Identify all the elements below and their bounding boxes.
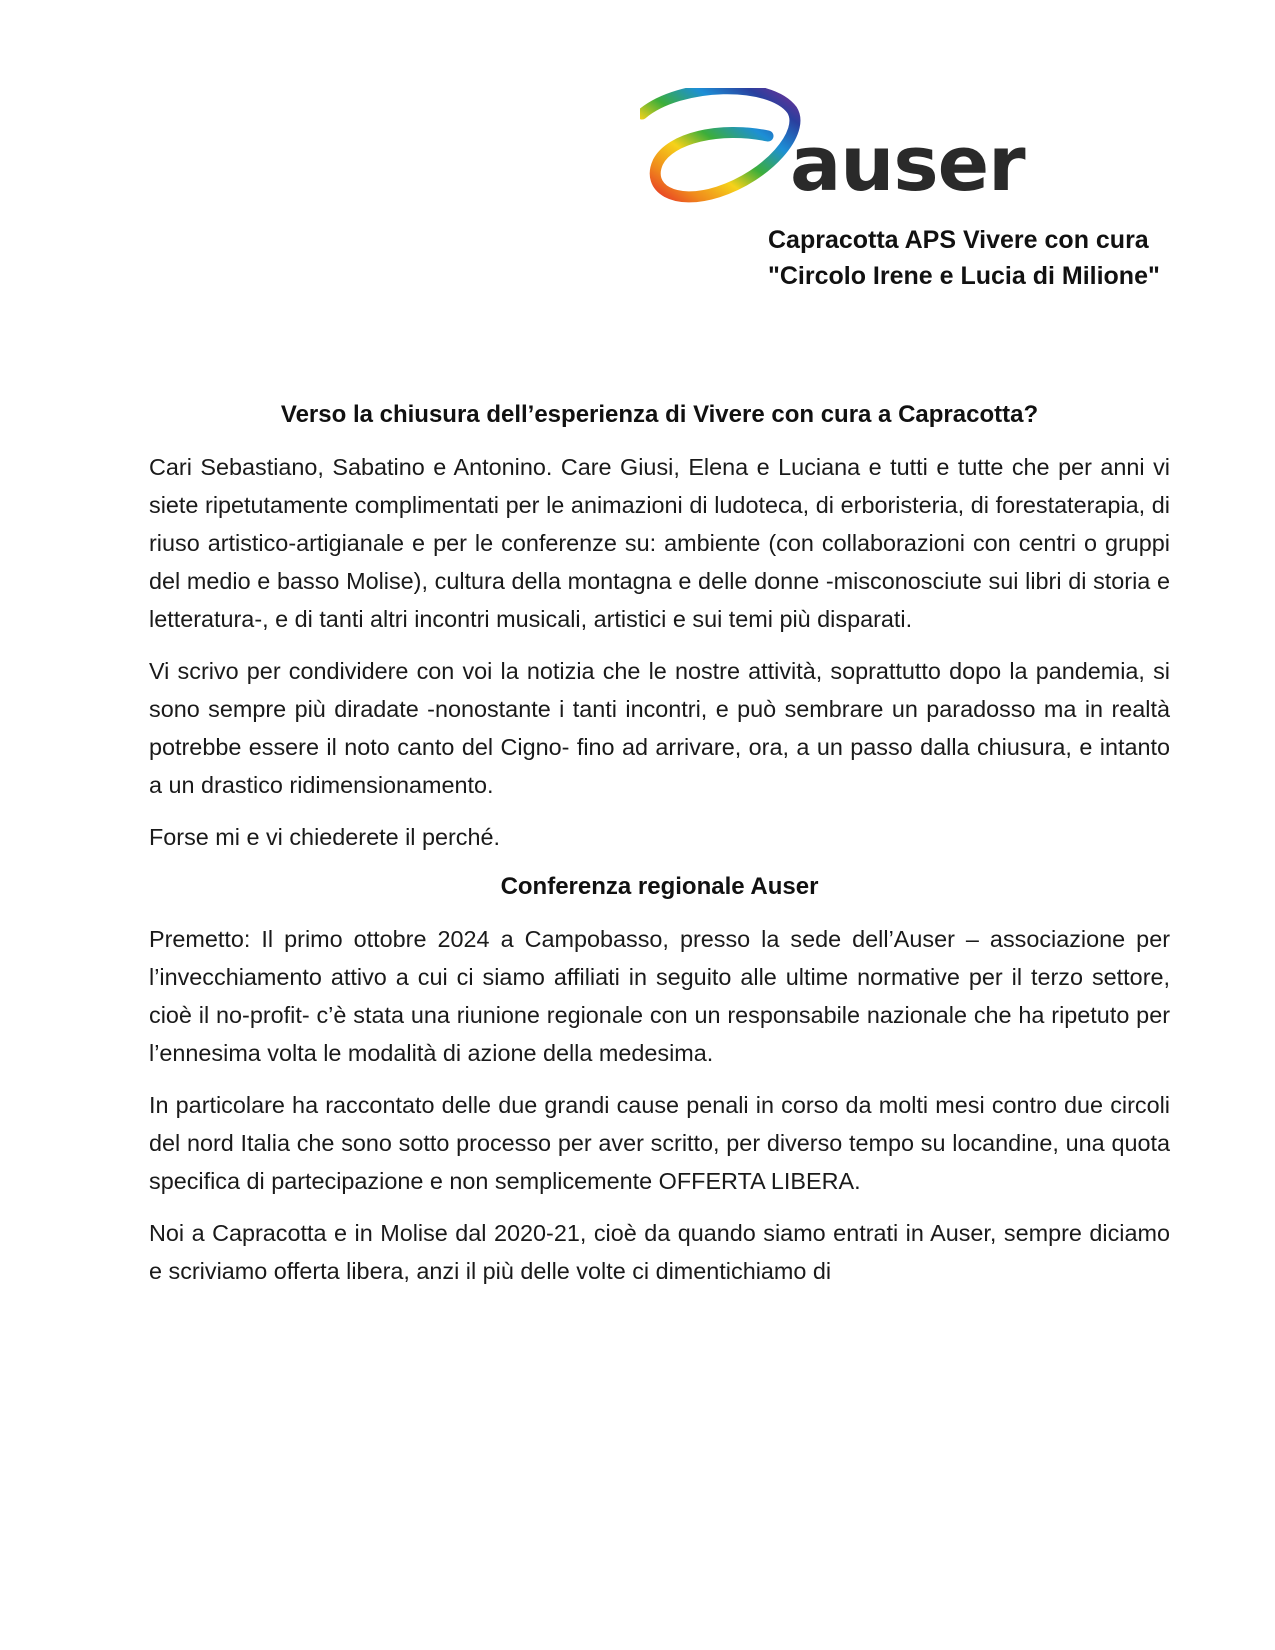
paragraph: Vi scrivo per condividere con voi la notizia che le nostre attività, soprattutto dopo la pandemia, si sono sempre più diradate -nonostante i tanti incontri, e può sembrare un paradosso ma in realtà potrebbe essere il noto canto del Cigno- fino ad arrivare, ora, a un passo dalla chiusura, e intanto a un drastico ridimensionamento. <box>149 658 1170 798</box>
paragraph: Cari Sebastiano, Sabatino e Antonino. Care Giusi, Elena e Luciana e tutti e tutte che per anni vi siete ripetutamente complimentati per le animazioni di ludoteca, di erboristeria, di forestaterapia, di riuso artistico-artigianale e per le conferenze su: ambiente (con collaborazioni con centri o gruppi del medio e basso Molise), cultura della montagna e delle donne -misconosciute sui libri di storia e letteratura-, e di tanti altri incontri musicali, artistici e sui temi più disparati. <box>149 454 1170 632</box>
paragraph: Noi a Capracotta e in Molise dal 2020-21, cioè da quando siamo entrati in Auser, sempre diciamo e scriviamo offerta libera, anzi il più delle volte ci dimentichiamo di <box>149 1220 1170 1284</box>
logo-wordmark: auser <box>790 119 1025 208</box>
paragraph: Forse mi e vi chiederete il perché. <box>149 824 501 850</box>
auser-logo <box>640 88 1060 208</box>
paragraph: Premetto: Il primo ottobre 2024 a Campobasso, presso la sede dell’Auser – associazione per l’invecchiamento attivo a cui ci siamo affiliati in seguito alle ultime normative per il terzo settore, cioè il no-profit- c’è stata una riunione regionale con un responsabile nazionale che ha ripetuto per l’ennesima volta le modalità di azione della medesima. <box>149 926 1170 1066</box>
document-body <box>149 398 1170 1290</box>
paragraph: In particolare ha raccontato delle due grandi cause penali in corso da molti mesi contro due circoli del nord Italia che sono sotto processo per aver scritto, per diverso tempo su locandine, una quota specifica di partecipazione e non semplicemente OFFERTA LIBERA. <box>149 1092 1170 1194</box>
section-heading: Conferenza regionale Auser <box>500 873 819 900</box>
organization-name-line1: Capracotta APS Vivere con cura <box>768 226 1149 254</box>
organization-name <box>768 222 1188 294</box>
organization-name-line2: "Circolo Irene e Lucia di Milione" <box>768 262 1160 290</box>
document-title: Verso la chiusura dell’esperienza di Vivere con cura a Capracotta? <box>280 401 1039 428</box>
